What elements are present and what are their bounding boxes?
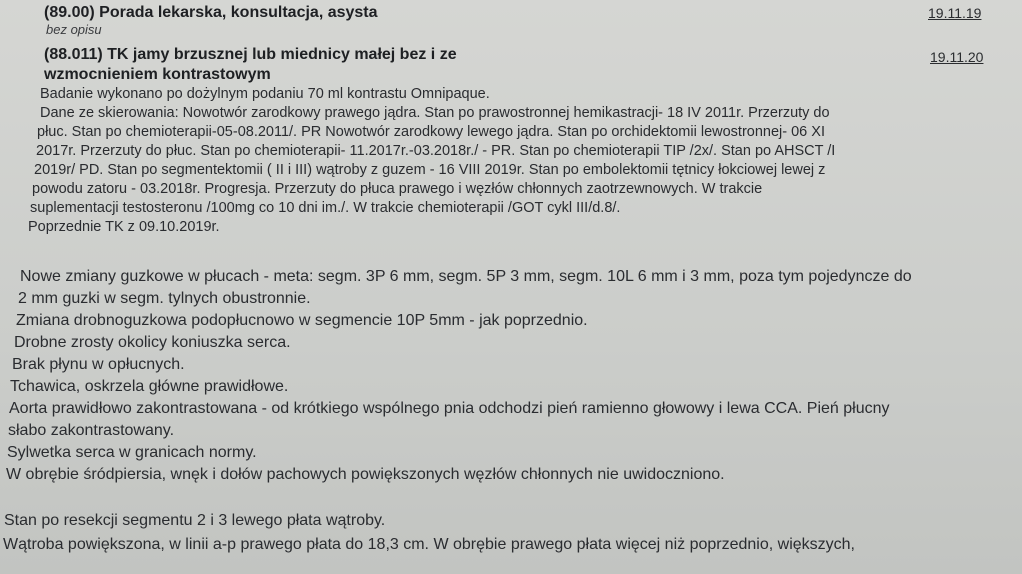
finding-line: W obrębie śródpiersia, wnęk i dołów pachowych powiększonych węzłów chłonnych nie uwidoczniono.: [6, 466, 725, 483]
entry-1-title: (89.00) Porada lekarska, konsultacja, asysta: [44, 4, 378, 21]
liver-line: Wątroba powiększona, w linii a-p prawego płata do 18,3 cm. W obrębie prawego płata więcej niż poprzednio, większych,: [3, 536, 855, 553]
finding-line: Tchawica, oskrzela główne prawidłowe.: [10, 378, 289, 395]
finding-line: Drobne zrosty okolicy koniuszka serca.: [14, 334, 291, 351]
liver-line: Stan po resekcji segmentu 2 i 3 lewego płata wątroby.: [4, 512, 386, 529]
finding-line: Zmiana drobnoguzkowa podopłucnowo w segmencie 10P 5mm - jak poprzednio.: [16, 312, 588, 329]
entry-1-subtitle: bez opisu: [46, 22, 102, 37]
body-line: suplementacji testosteronu /100mg co 10 dni im./. W trakcie chemioterapii /GOT cykl III/d.8/.: [30, 200, 621, 216]
finding-line: Nowe zmiany guzkowe w płucach - meta: segm. 3P 6 mm, segm. 5P 3 mm, segm. 10L 6 mm i 3 mm, poza tym pojedyncze do: [20, 268, 912, 285]
finding-line: Brak płynu w opłucnych.: [12, 356, 185, 373]
finding-line: 2 mm guzki w segm. tylnych obustronnie.: [18, 290, 311, 307]
entry-1-date: 19.11.19: [928, 5, 982, 21]
finding-line: Aorta prawidłowo zakontrastowana - od krótkiego wspólnego pnia odchodzi pień ramienno głowowy i lewa CCA. Pień płucny: [9, 400, 890, 417]
finding-line: słabo zakontrastowany.: [8, 422, 175, 439]
entry-2-title-line-2: wzmocnieniem kontrastowym: [44, 66, 271, 83]
body-line: Badanie wykonano po dożylnym podaniu 70 ml kontrastu Omnipaque.: [40, 86, 490, 102]
body-line: Dane ze skierowania: Nowotwór zarodkowy prawego jądra. Stan po prawostronnej hemikastracji- 18 IV 2011r. Przerzuty do: [40, 105, 830, 121]
body-line: Poprzednie TK z 09.10.2019r.: [28, 219, 220, 235]
body-line: powodu zatoru - 03.2018r. Progresja. Przerzuty do płuca prawego i węzłów chłonnych zaotrzewnowych. W trakcie: [32, 181, 763, 197]
entry-2-title-line-1: (88.011) TK jamy brzusznej lub miednicy małej bez i ze: [44, 46, 457, 63]
entry-2-date: 19.11.20: [930, 49, 984, 65]
body-line: 2019r/ PD. Stan po segmentektomii ( II i III) wątroby z guzem - 16 VIII 2019r. Stan po embolektomii tętnicy łokciowej lewej z: [34, 162, 826, 178]
body-line: płuc. Stan po chemioterapii-05-08.2011/. PR Nowotwór zarodkowy lewego jądra. Stan po orchidektomii lewostronnej- 06 XI: [37, 124, 825, 140]
finding-line: Sylwetka serca w granicach normy.: [7, 444, 257, 461]
body-line: 2017r. Przerzuty do płuc. Stan po chemioterapii- 11.2017r.-03.2018r./ - PR. Stan po chemioterapii TIP /2x/. Stan po AHSCT /I: [36, 143, 836, 159]
